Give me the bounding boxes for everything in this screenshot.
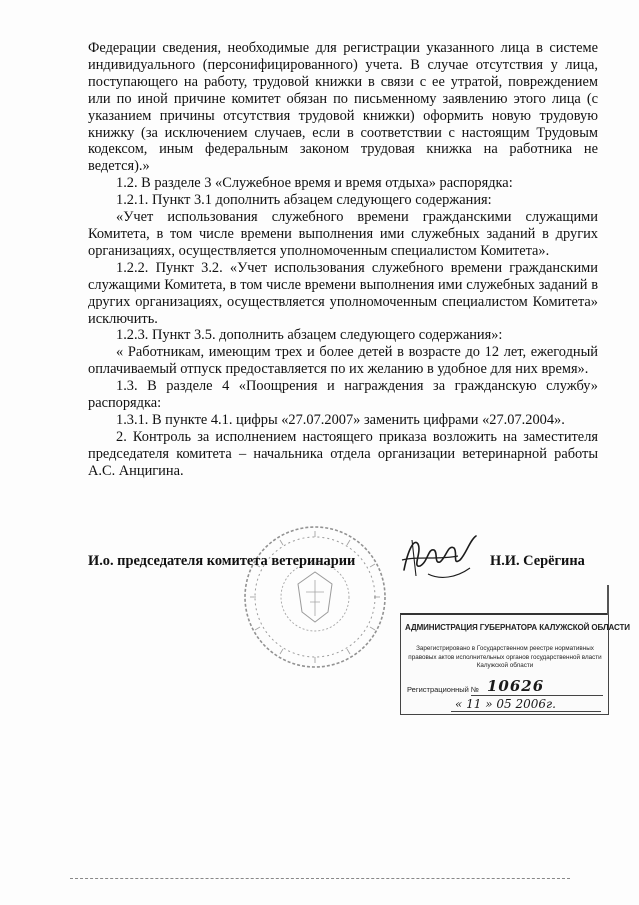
paragraph-1-2: 1.2. В разделе 3 «Служебное время и время отдыха» распорядка: — [116, 175, 513, 192]
paragraph-1-3-1: 1.3.1. В пункте 4.1. цифры «27.07.2007» заменить цифрами «27.07.2004». — [116, 411, 565, 428]
paragraph-1-2-3: 1.2.3. Пункт 3.5. дополнить абзацем следующего содержания»: — [116, 327, 503, 344]
official-seal-icon — [240, 522, 390, 672]
stamp-title: АДМИНИСТРАЦИЯ ГУБЕРНАТОРА КАЛУЖСКОЙ ОБЛАСТИ — [405, 623, 630, 632]
signature-block — [88, 553, 600, 573]
paragraph-quote-3-5: « Работникам, имеющим трех и более детей в возрасте до 12 лет, ежегодный оплачиваемый отпуск предоставляется по их желанию в удобное для них время». — [88, 344, 598, 378]
signatory-role: И.о. председателя комитета ветеринарии — [88, 553, 356, 569]
stamp-corner-mark — [593, 585, 609, 615]
paragraph-quote-3-1: «Учет использования служебного времени гражданскими служащими Комитета, в том числе времени выполнения ими служебных заданий в других организациях, осуществляется уполномоченным специалистом Комитета». — [88, 209, 598, 259]
paragraph-1-3: 1.3. В разделе 4 «Поощрения и награждения за гражданскую службу» распорядка: — [88, 378, 598, 412]
paragraph-continuation: Федерации сведения, необходимые для регистрации указанного лица в системе индивидуального (персонифицированного) учета. В случае отсутствия у лица, поступающего на работу, трудовой книжки в связи с ее утратой, повреждением или по иной причине комитет обязан по письменному заявлению этого лица (с указанием причины отсутствия трудовой книжки) оформить новую трудовую книжку (за исключением случаев, если в соответствии с настоящим Трудовым кодексом, иным федеральным законом трудовая книжка на работника не ведется).» — [88, 40, 598, 175]
paragraph-2-control: 2. Контроль за исполнением настоящего приказа возложить на заместителя председателя комитета – начальника отдела организации ветеринарной работы А.С. Анцигина. — [88, 428, 598, 479]
stamp-registration-date: « 11 » 05 2006г. — [455, 697, 556, 711]
paragraph-1-2-1: 1.2.1. Пункт 3.1 дополнить абзацем следующего содержания: — [116, 192, 492, 209]
stamp-number-underline — [471, 695, 603, 696]
page-bottom-divider — [70, 878, 570, 879]
stamp-registration-note: Зарегистрировано в Государственном реестре нормативных правовых актов исполнительных органов государственной власти Калужской области — [408, 645, 602, 669]
registration-stamp — [400, 613, 630, 715]
signatory-name: Н.И. Серёгина — [490, 553, 585, 569]
stamp-registration-label: Регистрационный № — [407, 685, 479, 694]
paragraph-1-2-2: 1.2.2. Пункт 3.2. «Учет использования служебного времени гражданскими служащими Комитета, в том числе времени выполнения ими служебных заданий в других организациях, осуществляется уполномоченным специалистом Комитета» исключить. — [88, 259, 598, 327]
document-body — [88, 40, 598, 480]
stamp-registration-number: 10626 — [487, 677, 545, 695]
stamp-date-underline — [451, 711, 601, 712]
